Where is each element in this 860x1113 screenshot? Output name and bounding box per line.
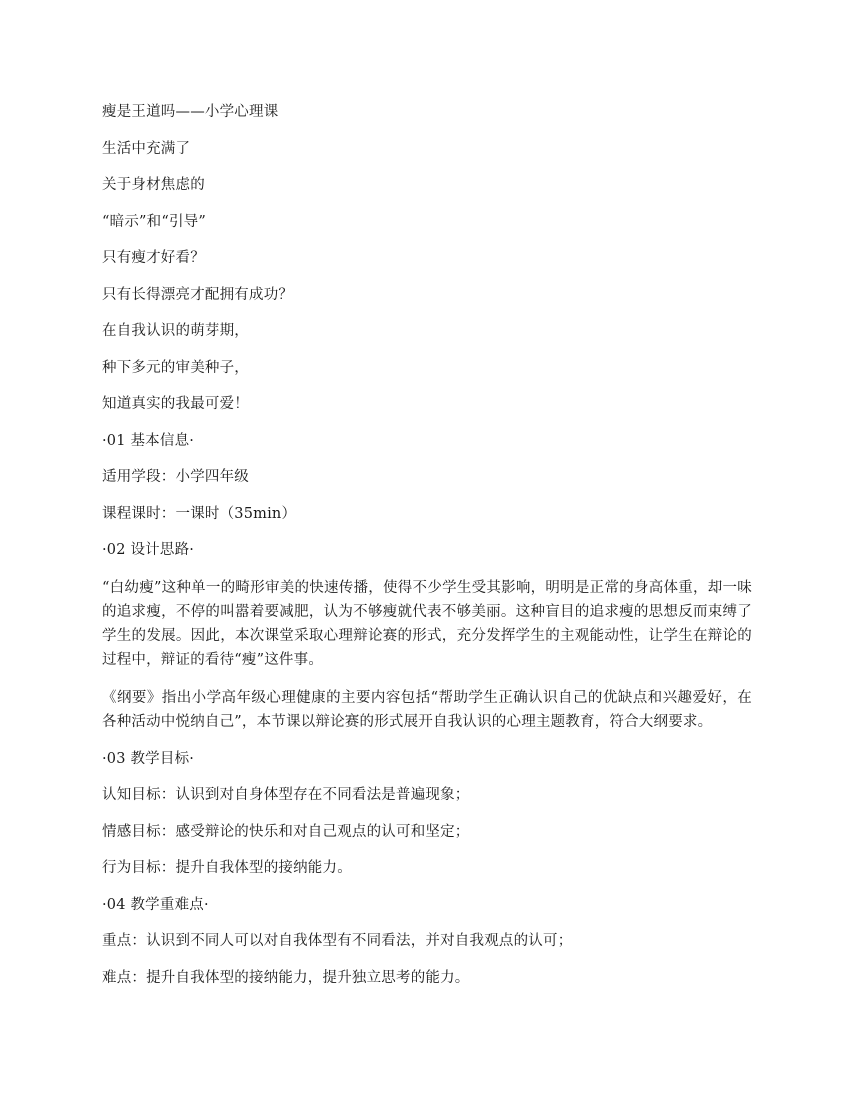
key-point: 重点：认识到不同人可以对自我体型有不同看法，并对自我观点的认可； (102, 933, 573, 949)
intro-line: 生活中充满了 (102, 140, 191, 157)
section-heading-design: ·02 设计思路· (102, 542, 195, 558)
difficult-point: 难点：提升自我体型的接纳能力，提升独立思考的能力。 (102, 969, 470, 986)
intro-line: 在自我认识的萌芽期， (102, 323, 249, 339)
intro-line: 只有长得漂亮才配拥有成功？ (102, 286, 294, 303)
intro-line: 只有瘦才好看？ (102, 250, 205, 266)
cognitive-goal: 认知目标：认识到对自身体型存在不同看法是普遍现象； (102, 787, 470, 803)
intro-line: 知道真实的我最可爱！ (102, 396, 249, 412)
intro-line: “暗示”和“引导” (102, 213, 206, 230)
section-heading-key-points: ·04 教学重难点· (102, 896, 209, 913)
duration-info: 课程课时：一课时（35min） (102, 505, 297, 522)
section-heading-goals: ·03 教学目标· (102, 750, 195, 767)
section-heading-basic-info: ·01 基本信息· (102, 432, 195, 449)
document-body (102, 101, 752, 1003)
intro-line: 关于身材焦虑的 (102, 177, 205, 193)
grade-info: 适用学段：小学四年级 (102, 469, 249, 485)
emotional-goal: 情感目标：感受辩论的快乐和对自己观点的认可和坚定； (102, 823, 470, 840)
outline-paragraph: 《纲要》指出小学高年级心理健康的主要内容包括“帮助学生正确认识自己的优缺点和兴趣爱好，在各种活动中悦纳自己”，本节课以辩论赛的形式展开自我认识的心理主题教育，符合大纲要求。 (102, 689, 752, 730)
document-title: 瘦是王道吗——小学心理课 (102, 104, 279, 120)
design-paragraph: “白幼瘦”这种单一的畸形审美的快速传播，使得不少学生受其影响，明明是正常的身高体重，却一味的追求瘦，不停的叫嚣着要减肥，认为不够瘦就代表不够美丽。这种盲目的追求瘦的思想反而束缚了学生的发展。因此，本次课堂采取心理辩论赛的形式，充分发挥学生的主观能动性，让学生在辩论的过程中，辩证的看待“瘦”这件事。 (102, 579, 752, 668)
intro-line: 种下多元的审美种子， (102, 359, 249, 376)
behavioral-goal: 行为目标：提升自我体型的接纳能力。 (102, 860, 352, 876)
